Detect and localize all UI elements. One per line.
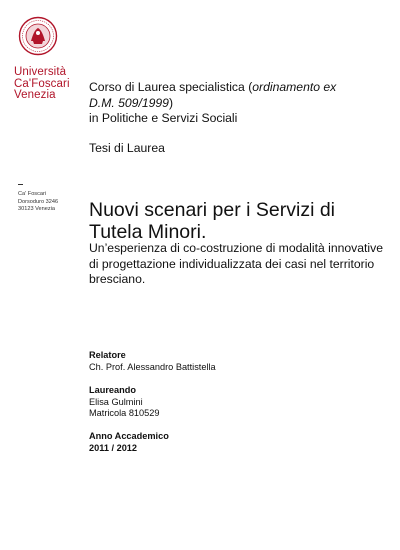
relatore-block	[89, 350, 216, 373]
laureando-matricola: Matricola 810529	[89, 408, 160, 418]
university-name-line: Università	[14, 66, 67, 78]
address-divider	[18, 184, 23, 185]
course-decree: D.M. 509/1999	[89, 95, 169, 110]
thesis-label: Tesi di Laurea	[89, 141, 165, 155]
address-line: 30123 Venezia	[18, 206, 56, 212]
anno-label: Anno Accademico	[89, 431, 169, 441]
laureando-block	[89, 385, 159, 420]
university-name-line: Venezia	[14, 89, 56, 101]
university-name	[14, 67, 76, 102]
relatore-label: Relatore	[89, 350, 126, 360]
university-address	[18, 191, 58, 214]
course-line-2	[89, 96, 389, 112]
course-program: in Politiche e Servizi Sociali	[89, 111, 238, 125]
course-line-1	[89, 80, 389, 96]
ca-foscari-seal-icon	[18, 16, 58, 56]
laureando-name: Elisa Gulmini	[89, 396, 143, 407]
thesis-title: Nuovi scenari per i Servizi di Tutela Minori.	[89, 199, 336, 243]
address-line: Ca' Foscari	[18, 191, 47, 197]
anno-block	[89, 431, 169, 454]
anno-value: 2011 / 2012	[89, 442, 138, 453]
laureando-label: Laureando	[89, 385, 136, 395]
thesis-subtitle: Un’esperienza di co-costruzione di modalità innovative di progettazione individualizzata dei casi nel territorio bresciano.	[89, 241, 384, 286]
course-ordinamento: ordinamento ex	[252, 80, 337, 94]
university-name-line: Ca'Foscari	[14, 77, 70, 90]
course-type: Corso di Laurea specialistica (	[89, 80, 253, 94]
course-info	[89, 80, 389, 127]
course-paren: )	[168, 95, 174, 110]
address-line: Dorsoduro 3246	[18, 198, 59, 205]
relatore-name: Ch. Prof. Alessandro Battistella	[89, 361, 216, 372]
